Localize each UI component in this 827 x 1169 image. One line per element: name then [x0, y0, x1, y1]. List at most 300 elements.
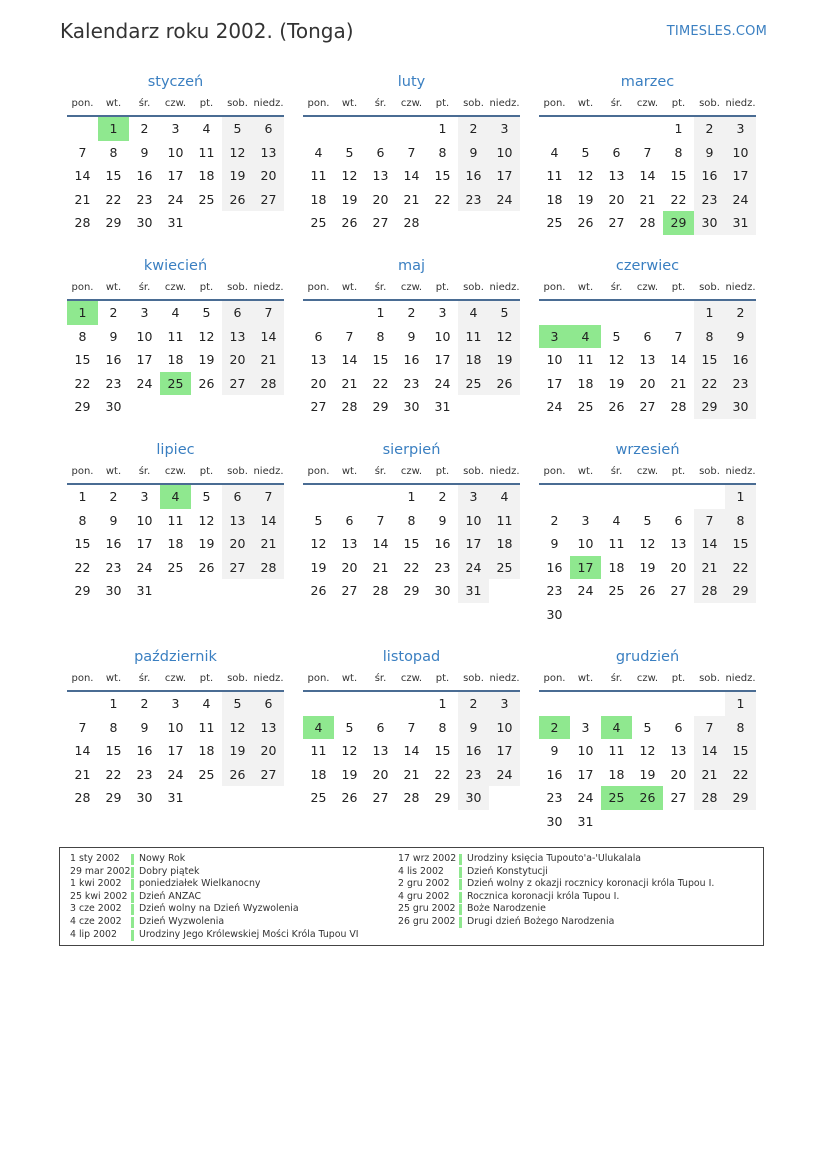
day-cell: 17	[136, 352, 153, 367]
day-cell: 10	[546, 352, 563, 367]
legend-row	[70, 866, 359, 879]
day-cell: 22	[694, 372, 725, 396]
day-cell: 5	[643, 719, 652, 735]
day-cell: 19	[489, 348, 520, 372]
day-cell: 14	[639, 168, 656, 183]
day-cell: 28	[639, 215, 656, 230]
weekday-label: sob.	[699, 673, 720, 684]
holiday-name: Dzień wolny z okazji rocznicy koronacji króla Tupou I.	[467, 878, 715, 890]
day-cell: 2	[109, 305, 118, 320]
day-cell: 13	[222, 325, 253, 349]
weekday-label: wt.	[105, 282, 122, 293]
day-cell: 25	[310, 790, 327, 805]
month-calendar	[539, 255, 756, 419]
month-name: maj	[397, 258, 426, 274]
day-cell: 28	[670, 399, 687, 414]
day-cell: 21	[403, 766, 420, 782]
holiday-day-cell: 26	[632, 786, 663, 810]
day-cell: 7	[253, 485, 284, 509]
day-cell: 3	[140, 489, 149, 504]
empty-cell	[303, 117, 334, 141]
day-cell: 2	[458, 117, 489, 141]
weekday-label: wt.	[341, 98, 358, 109]
day-cell: 14	[670, 352, 687, 367]
day-cell: 15	[694, 348, 725, 372]
empty-cell	[365, 692, 396, 716]
day-cell: 13	[253, 141, 284, 165]
weekday-label: czw.	[636, 282, 659, 293]
holiday-marker	[131, 904, 134, 915]
empty-cell	[539, 485, 570, 509]
day-cell: 26	[310, 583, 327, 598]
empty-cell	[663, 485, 694, 509]
day-cell: 23	[105, 559, 122, 575]
day-cell: 19	[222, 164, 253, 188]
day-cell: 25	[167, 559, 184, 575]
weekday-label: wt.	[105, 466, 122, 477]
day-cell: 12	[639, 536, 656, 551]
weekday-label: sob.	[463, 673, 484, 684]
legend-row	[398, 916, 714, 929]
holiday-name: Dzień wolny na Dzień Wyzwolenia	[139, 903, 299, 915]
legend-row	[70, 853, 359, 866]
day-cell: 30	[434, 583, 451, 598]
day-cell: 14	[694, 739, 725, 763]
weekday-label: niedz.	[489, 673, 520, 684]
holiday-date: 4 lip 2002	[70, 928, 117, 940]
day-cell: 26	[222, 188, 253, 212]
day-cell: 20	[670, 559, 687, 575]
day-cell: 8	[674, 144, 683, 160]
day-cell: 27	[341, 583, 358, 598]
holiday-day-cell: 3	[539, 325, 570, 349]
day-cell: 22	[105, 191, 122, 207]
day-cell: 12	[577, 168, 594, 183]
holiday-day-cell: 4	[303, 716, 334, 740]
day-cell: 26	[608, 399, 625, 414]
weekday-label: sob.	[463, 466, 484, 477]
weekday-label: czw.	[164, 466, 187, 477]
day-cell: 22	[74, 375, 91, 391]
weekday-header	[67, 461, 284, 485]
month-name: luty	[397, 74, 426, 90]
day-cell: 11	[489, 509, 520, 533]
weekday-label: pt.	[435, 673, 450, 684]
day-cell: 15	[403, 536, 420, 551]
day-cell: 22	[725, 763, 756, 787]
day-cell: 27	[670, 583, 687, 598]
holiday-legend	[59, 847, 764, 946]
month-name: wrzesień	[615, 442, 680, 458]
day-cell: 5	[581, 144, 590, 160]
day-cell: 17	[725, 164, 756, 188]
empty-cell	[365, 117, 396, 141]
day-cell: 17	[167, 743, 184, 758]
day-cell: 23	[725, 372, 756, 396]
month-calendar	[539, 71, 756, 235]
holiday-date: 25 kwi 2002	[70, 890, 128, 902]
day-cell: 26	[222, 763, 253, 787]
day-cell: 1	[438, 121, 447, 136]
day-cell: 24	[434, 375, 451, 391]
day-cell: 23	[546, 583, 563, 598]
day-cell: 21	[639, 191, 656, 207]
day-cell: 20	[222, 348, 253, 372]
day-cell: 8	[78, 512, 87, 528]
day-cell: 28	[341, 399, 358, 414]
day-cell: 16	[725, 348, 756, 372]
day-cell: 25	[546, 215, 563, 230]
day-cell: 13	[372, 168, 389, 183]
day-cell: 30	[105, 583, 122, 598]
holiday-legend-right	[398, 853, 714, 929]
weekday-label: pon.	[543, 673, 566, 684]
day-cell: 8	[376, 328, 385, 344]
day-cell: 19	[222, 739, 253, 763]
day-cell: 16	[136, 743, 153, 758]
day-grid	[303, 692, 520, 810]
day-grid	[67, 485, 284, 603]
day-cell: 12	[341, 743, 358, 758]
day-cell: 21	[372, 559, 389, 575]
day-cell: 21	[403, 191, 420, 207]
holiday-date: 3 cze 2002	[70, 903, 122, 915]
day-cell: 5	[202, 489, 211, 504]
weekday-header	[539, 461, 756, 485]
day-cell: 15	[74, 352, 91, 367]
day-cell: 8	[109, 719, 118, 735]
weekday-label: wt.	[577, 673, 594, 684]
weekday-label: sob.	[227, 98, 248, 109]
day-cell: 1	[438, 696, 447, 711]
weekday-label: pt.	[199, 282, 214, 293]
day-cell: 29	[434, 790, 451, 805]
holiday-name: Urodziny księcia Tupouto'a-'Ulukalala	[467, 853, 642, 864]
day-cell: 4	[202, 696, 211, 711]
day-cell: 18	[546, 191, 563, 207]
weekday-label: pt.	[671, 466, 686, 477]
day-cell: 1	[78, 489, 87, 504]
day-cell: 11	[310, 168, 327, 183]
holiday-date: 4 gru 2002	[398, 890, 450, 902]
month-calendar	[67, 646, 284, 810]
day-cell: 8	[725, 716, 756, 740]
day-cell: 6	[612, 144, 621, 160]
legend-row	[70, 878, 359, 891]
holiday-day-cell: 2	[539, 716, 570, 740]
day-cell: 3	[489, 117, 520, 141]
day-cell: 20	[341, 559, 358, 575]
day-grid	[67, 117, 284, 235]
holiday-date: 4 cze 2002	[70, 915, 122, 927]
legend-row	[398, 903, 714, 916]
day-cell: 10	[167, 719, 184, 735]
day-cell: 11	[546, 168, 563, 183]
holiday-marker	[131, 854, 134, 865]
day-cell: 7	[253, 301, 284, 325]
holiday-day-cell: 17	[570, 556, 601, 580]
day-cell: 24	[577, 790, 594, 805]
day-cell: 6	[222, 301, 253, 325]
holiday-day-cell: 25	[601, 786, 632, 810]
empty-cell	[396, 117, 427, 141]
weekday-header	[303, 668, 520, 692]
empty-cell	[663, 301, 694, 325]
day-cell: 20	[253, 739, 284, 763]
day-cell: 27	[372, 215, 389, 230]
weekday-label: pon.	[307, 98, 330, 109]
day-cell: 9	[694, 141, 725, 165]
day-cell: 5	[345, 144, 354, 160]
day-cell: 2	[725, 301, 756, 325]
weekday-label: niedz.	[253, 282, 284, 293]
day-cell: 22	[403, 559, 420, 575]
day-cell: 2	[109, 489, 118, 504]
day-cell: 11	[167, 328, 184, 344]
day-cell: 28	[694, 579, 725, 603]
day-cell: 28	[253, 372, 284, 396]
day-cell: 25	[310, 215, 327, 230]
weekday-label: niedz.	[725, 98, 756, 109]
holiday-name: Dzień Wyzwolenia	[139, 915, 225, 927]
day-cell: 13	[222, 509, 253, 533]
day-grid	[67, 301, 284, 419]
month-calendar	[303, 439, 520, 603]
weekday-label: niedz.	[253, 98, 284, 109]
holiday-name: Dzień Konstytucji	[467, 865, 548, 877]
day-cell: 7	[345, 328, 354, 344]
weekday-label: śr.	[374, 98, 387, 109]
day-cell: 25	[608, 583, 625, 598]
legend-row	[398, 878, 714, 891]
day-cell: 30	[546, 606, 563, 622]
weekday-label: wt.	[105, 673, 122, 684]
holiday-date: 4 lis 2002	[398, 865, 444, 877]
day-cell: 7	[78, 719, 87, 735]
day-cell: 3	[581, 512, 590, 528]
month-name: październik	[134, 649, 217, 665]
day-cell: 14	[403, 743, 420, 758]
weekday-label: pt.	[435, 466, 450, 477]
empty-cell	[663, 692, 694, 716]
day-cell: 17	[458, 532, 489, 556]
day-cell: 22	[105, 766, 122, 782]
weekday-header	[539, 93, 756, 117]
weekday-label: śr.	[138, 282, 151, 293]
legend-row	[70, 929, 359, 942]
day-cell: 1	[694, 301, 725, 325]
empty-cell	[303, 485, 334, 509]
day-cell: 28	[694, 786, 725, 810]
day-cell: 25	[198, 766, 215, 782]
day-cell: 30	[458, 786, 489, 810]
day-grid	[67, 692, 284, 810]
weekday-label: pon.	[543, 98, 566, 109]
legend-row	[70, 891, 359, 904]
month-name: styczeń	[147, 74, 204, 90]
empty-cell	[539, 117, 570, 141]
day-cell: 19	[198, 536, 215, 551]
day-cell: 27	[222, 556, 253, 580]
weekday-header	[539, 277, 756, 301]
day-grid	[539, 485, 756, 626]
day-cell: 26	[489, 372, 520, 396]
weekday-label: czw.	[400, 466, 423, 477]
day-cell: 11	[198, 144, 215, 160]
day-cell: 20	[222, 532, 253, 556]
empty-cell	[601, 301, 632, 325]
day-cell: 16	[458, 739, 489, 763]
day-cell: 19	[341, 766, 358, 782]
holiday-marker	[459, 879, 462, 890]
empty-cell	[365, 485, 396, 509]
holiday-name: Rocznica koronacji króla Tupou I.	[467, 890, 620, 902]
day-cell: 16	[694, 164, 725, 188]
weekday-label: pt.	[199, 466, 214, 477]
empty-cell	[601, 692, 632, 716]
day-cell: 21	[253, 348, 284, 372]
weekday-label: śr.	[610, 466, 623, 477]
day-cell: 26	[639, 583, 656, 598]
day-cell: 8	[109, 144, 118, 160]
day-cell: 23	[136, 191, 153, 207]
day-cell: 19	[608, 375, 625, 391]
weekday-label: pt.	[671, 673, 686, 684]
day-cell: 1	[407, 489, 416, 504]
day-cell: 15	[74, 536, 91, 551]
day-cell: 24	[546, 399, 563, 414]
weekday-label: pon.	[307, 466, 330, 477]
day-cell: 26	[577, 215, 594, 230]
empty-cell	[334, 117, 365, 141]
holiday-marker	[459, 867, 462, 878]
day-cell: 11	[577, 352, 594, 367]
holiday-day-cell: 25	[160, 372, 191, 396]
weekday-label: wt.	[341, 282, 358, 293]
day-cell: 13	[310, 352, 327, 367]
day-cell: 1	[109, 696, 118, 711]
weekday-label: czw.	[164, 98, 187, 109]
day-cell: 10	[458, 509, 489, 533]
weekday-label: pt.	[671, 98, 686, 109]
day-cell: 24	[489, 763, 520, 787]
page-title: Kalendarz roku 2002. (Tonga)	[60, 19, 354, 43]
day-cell: 29	[74, 399, 91, 414]
day-cell: 20	[639, 375, 656, 391]
day-cell: 3	[140, 305, 149, 320]
empty-cell	[67, 692, 98, 716]
day-cell: 24	[725, 188, 756, 212]
day-cell: 6	[376, 144, 385, 160]
holiday-day-cell: 4	[601, 716, 632, 740]
empty-cell	[303, 301, 334, 325]
weekday-label: pon.	[71, 98, 94, 109]
day-cell: 4	[171, 305, 180, 320]
day-cell: 14	[253, 509, 284, 533]
day-cell: 11	[198, 719, 215, 735]
day-cell: 6	[314, 328, 323, 344]
site-brand-link[interactable]: TIMESLES.COM	[666, 24, 767, 39]
legend-row	[398, 866, 714, 879]
weekday-label: czw.	[400, 282, 423, 293]
day-cell: 12	[222, 716, 253, 740]
day-cell: 28	[74, 790, 91, 805]
empty-cell	[334, 301, 365, 325]
day-cell: 10	[725, 141, 756, 165]
empty-cell	[334, 485, 365, 509]
day-cell: 3	[438, 305, 447, 320]
day-cell: 28	[253, 556, 284, 580]
empty-cell	[570, 485, 601, 509]
day-cell: 6	[674, 719, 683, 735]
weekday-label: czw.	[164, 673, 187, 684]
day-cell: 21	[253, 532, 284, 556]
weekday-label: wt.	[341, 466, 358, 477]
holiday-day-cell: 1	[67, 301, 98, 325]
day-cell: 11	[608, 536, 625, 551]
day-cell: 3	[171, 696, 180, 711]
day-cell: 17	[546, 375, 563, 391]
day-cell: 17	[434, 352, 451, 367]
weekday-label: czw.	[636, 466, 659, 477]
day-cell: 9	[438, 512, 447, 528]
day-cell: 6	[345, 512, 354, 528]
weekday-label: śr.	[610, 282, 623, 293]
month-name: marzec	[620, 74, 675, 90]
day-cell: 23	[403, 375, 420, 391]
weekday-label: wt.	[105, 98, 122, 109]
day-cell: 14	[341, 352, 358, 367]
empty-cell	[632, 485, 663, 509]
day-cell: 29	[725, 579, 756, 603]
day-cell: 28	[403, 790, 420, 805]
holiday-marker	[459, 904, 462, 915]
weekday-label: pt.	[435, 282, 450, 293]
day-cell: 5	[643, 512, 652, 528]
day-cell: 19	[310, 559, 327, 575]
day-cell: 4	[489, 485, 520, 509]
day-cell: 13	[253, 716, 284, 740]
empty-cell	[539, 692, 570, 716]
day-cell: 11	[167, 512, 184, 528]
day-cell: 11	[310, 743, 327, 758]
day-cell: 9	[458, 141, 489, 165]
day-cell: 18	[198, 743, 215, 758]
month-calendar	[67, 71, 284, 235]
holiday-marker	[131, 930, 134, 941]
day-cell: 25	[577, 399, 594, 414]
day-cell: 21	[74, 191, 91, 207]
day-cell: 29	[74, 583, 91, 598]
day-cell: 9	[550, 536, 559, 551]
day-cell: 27	[253, 763, 284, 787]
day-cell: 22	[670, 191, 687, 207]
weekday-label: śr.	[138, 673, 151, 684]
day-cell: 4	[550, 144, 559, 160]
weekday-label: sob.	[463, 98, 484, 109]
day-cell: 6	[376, 719, 385, 735]
month-name: kwiecień	[143, 258, 208, 274]
weekday-label: śr.	[138, 98, 151, 109]
day-grid	[539, 692, 756, 833]
weekday-label: niedz.	[725, 466, 756, 477]
day-cell: 22	[434, 766, 451, 782]
day-cell: 5	[345, 719, 354, 735]
month-calendar	[539, 439, 756, 626]
month-name: lipiec	[156, 442, 195, 458]
day-cell: 11	[458, 325, 489, 349]
weekday-header	[303, 461, 520, 485]
